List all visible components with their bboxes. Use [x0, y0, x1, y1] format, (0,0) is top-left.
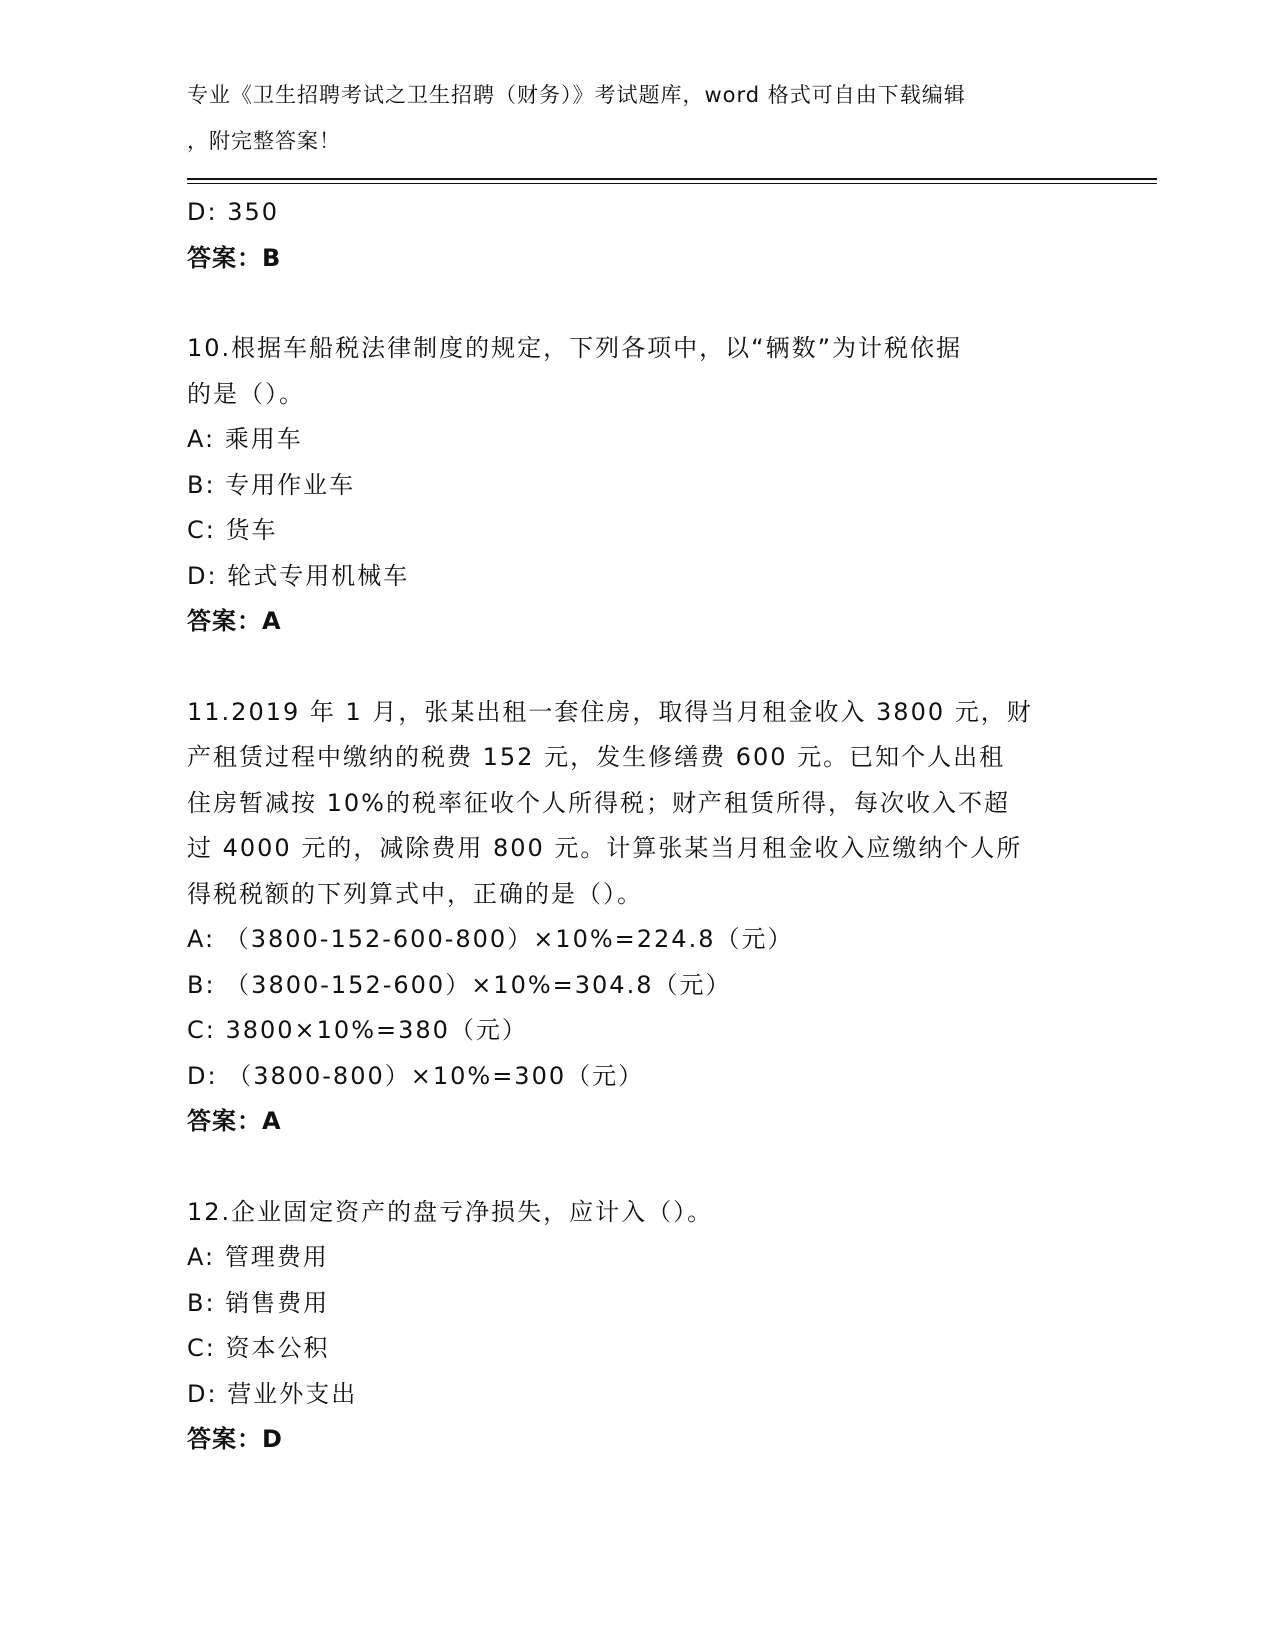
header-line-1: 专业《卫生招聘考试之卫生招聘（财务）》考试题库，word 格式可自由下载编辑: [187, 83, 966, 107]
option-b: B: （3800-152-600）×10%=304.8（元）: [187, 970, 732, 999]
header-divider-thin: [187, 183, 1157, 184]
option-d: D: （3800-800）×10%=300（元）: [187, 1061, 645, 1090]
spacer: [187, 1145, 1087, 1190]
option-b: B: 专用作业车: [187, 470, 356, 499]
question-stem: 12.企业固定资产的盘亏净损失，应计入（）。: [187, 1197, 714, 1226]
question-stem: 11.2019 年 1 月，张某出租一套住房，取得当月租金收入 3800 元，财: [187, 697, 1033, 726]
answer-line: 答案：A: [187, 607, 282, 635]
question-9: [187, 190, 1087, 281]
question-stem: 的是（）。: [187, 379, 305, 408]
header-divider-thick: [187, 178, 1157, 180]
question-10: [187, 326, 1087, 645]
option-a: A: （3800-152-600-800）×10%=224.8（元）: [187, 925, 794, 953]
option-a: A: 乘用车: [187, 425, 303, 453]
option-c: C: 3800×10%=380（元）: [187, 1016, 528, 1044]
answer-line: 答案：A: [187, 1107, 282, 1135]
question-stem: 产租赁过程中缴纳的税费 152 元，发生修缮费 600 元。已知个人出租: [187, 743, 1006, 771]
question-stem: 得税税额的下列算式中，正确的是（）。: [187, 879, 643, 908]
header-line-2: ，附完整答案！: [187, 128, 341, 153]
option-c: C: 资本公积: [187, 1334, 330, 1362]
document-header: [187, 73, 1087, 164]
option-b: B: 销售费用: [187, 1288, 330, 1317]
option-d: D: 轮式专用机械车: [187, 561, 410, 590]
answer-line: 答案：D: [187, 1425, 283, 1453]
option-c: C: 货车: [187, 516, 278, 544]
question-list: [187, 190, 1087, 1463]
question-stem: 过 4000 元的，减除费用 800 元。计算张某当月租金收入应缴纳个人所: [187, 834, 1023, 862]
option-d: D: 营业外支出: [187, 1379, 358, 1408]
option-a: A: 管理费用: [187, 1243, 329, 1271]
spacer: [187, 645, 1087, 690]
spacer: [187, 281, 1087, 326]
question-stem: 住房暂减按 10%的税率征收个人所得税；财产租赁所得，每次收入不超: [187, 788, 1010, 817]
option-d: D: 350: [187, 198, 280, 226]
question-stem: 10.根据车船税法律制度的规定，下列各项中，以“辆数”为计税依据: [187, 334, 963, 362]
question-12: [187, 1190, 1087, 1463]
answer-line: 答案：B: [187, 243, 282, 272]
question-11: [187, 690, 1087, 1145]
